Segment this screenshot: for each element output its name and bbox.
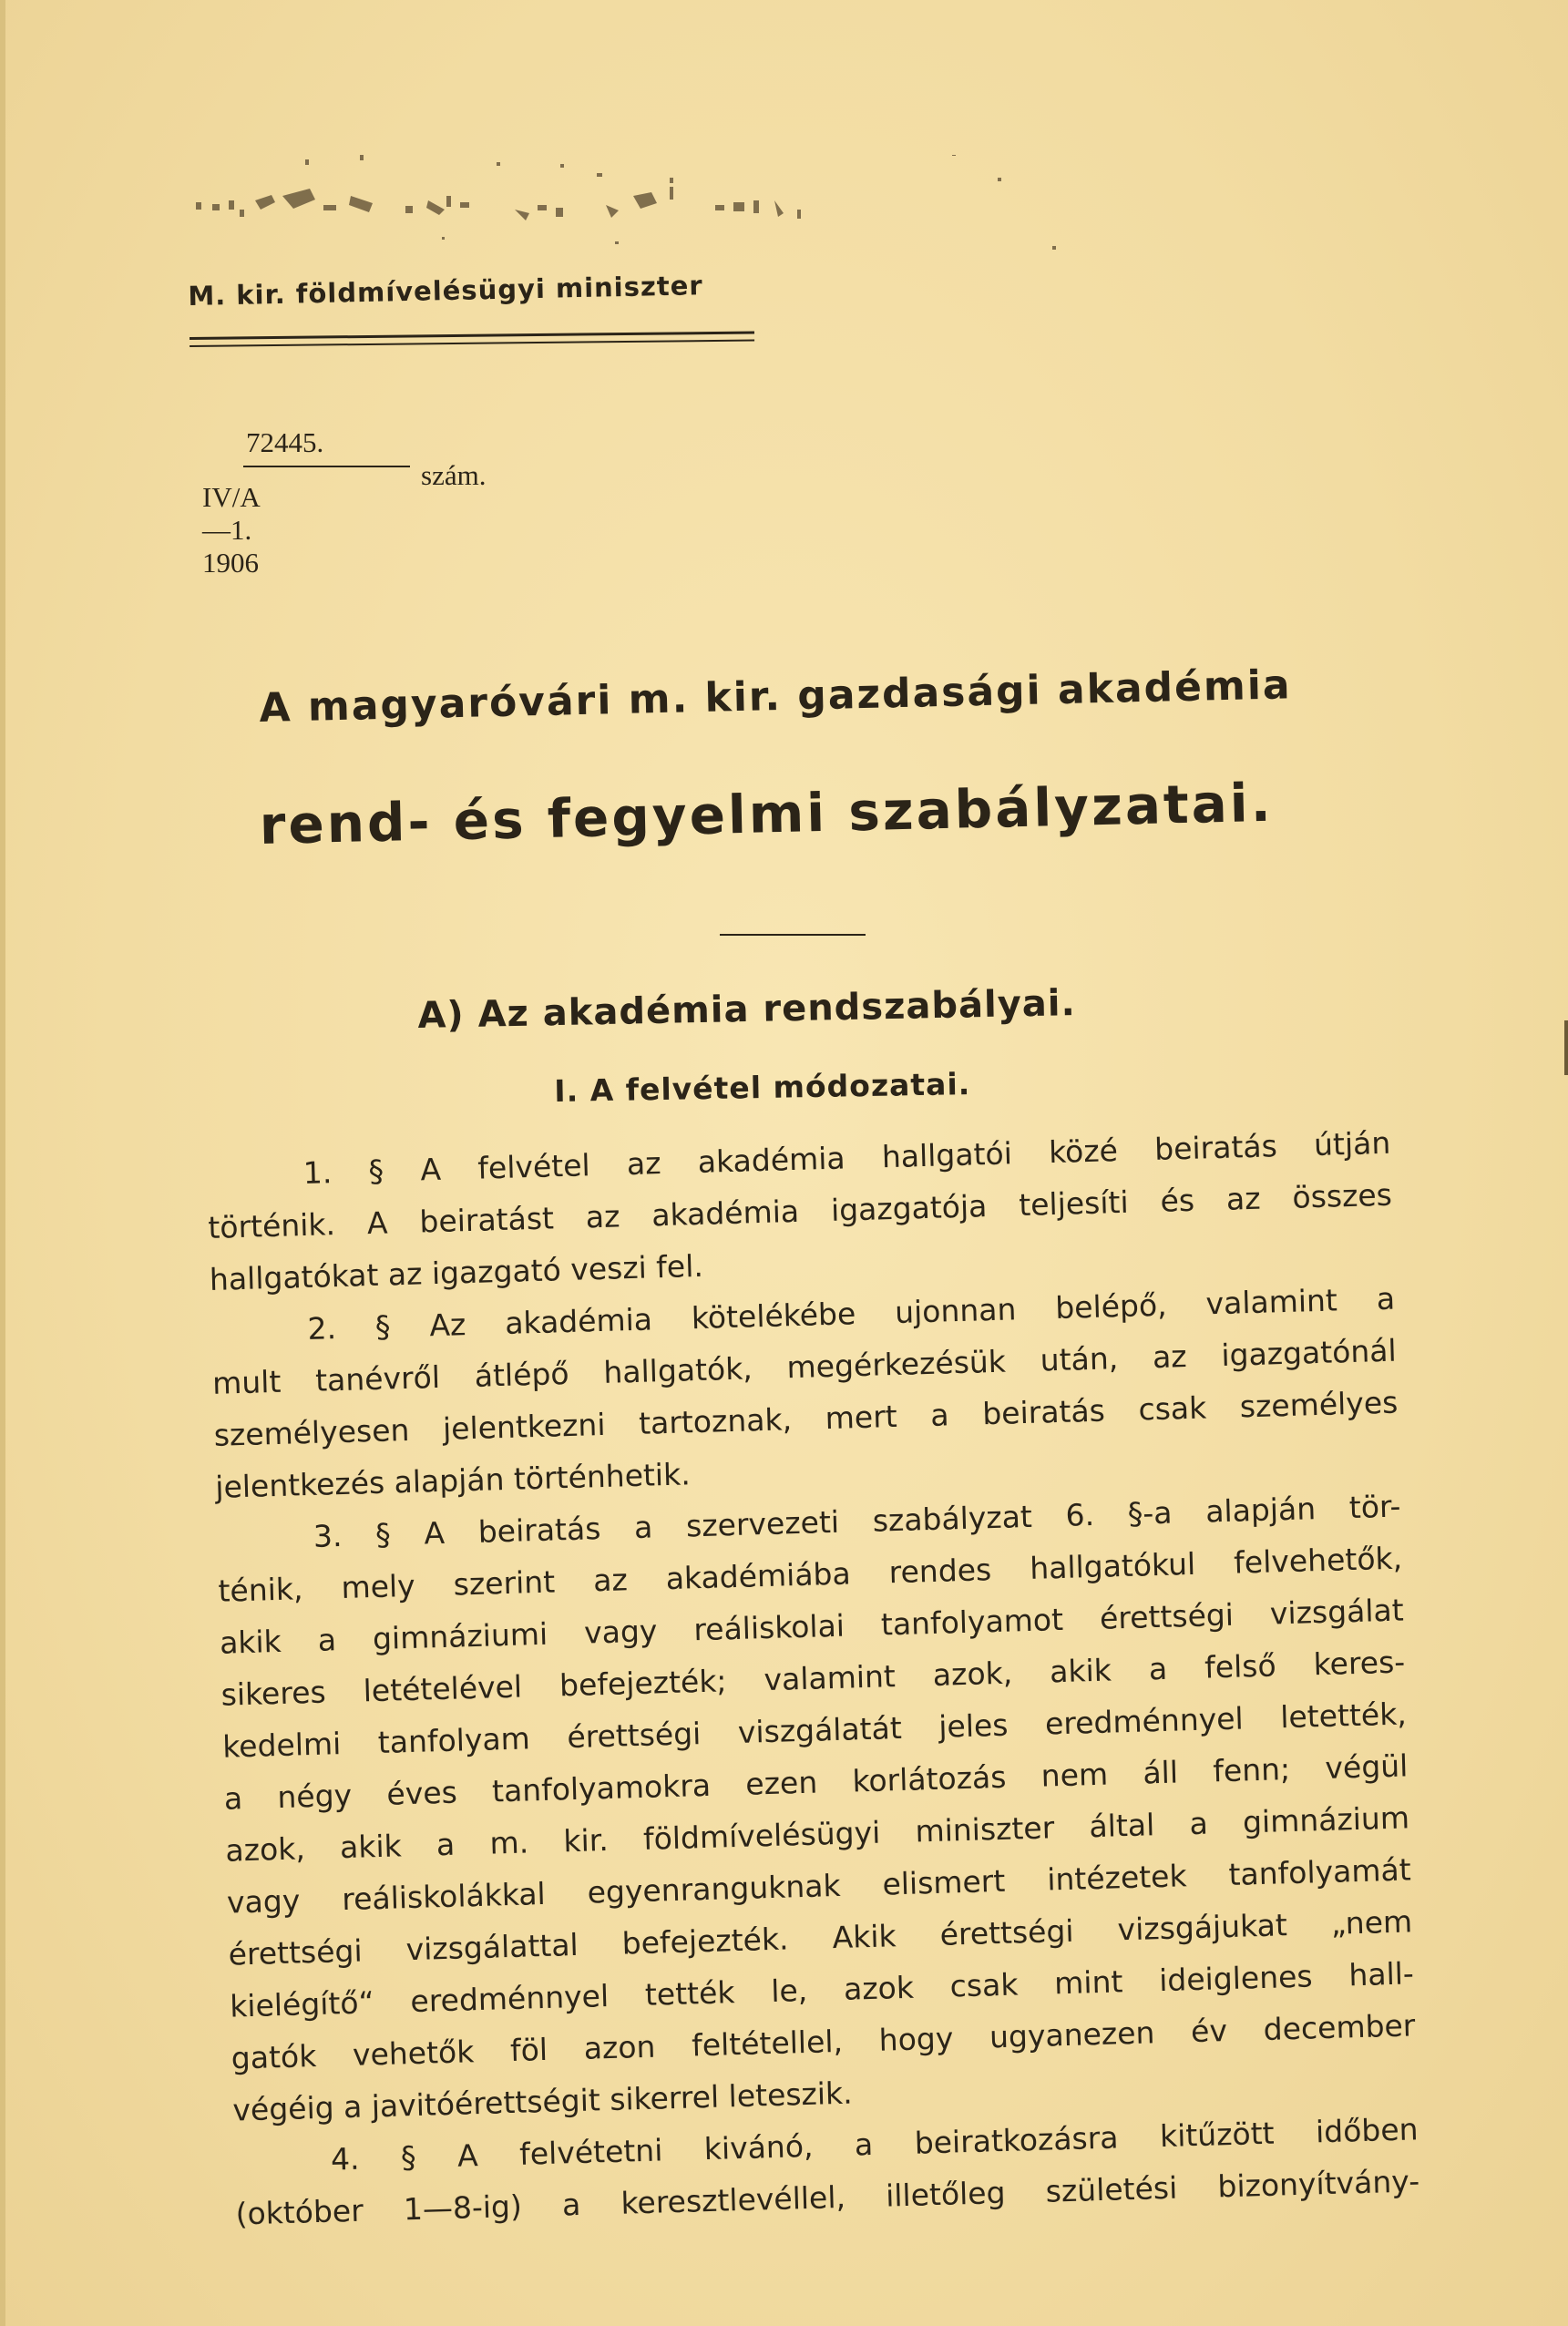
- body-line: történik. A beiratást az akadémia igazgatója teljesíti és az összes: [207, 1176, 1393, 1245]
- body-line: végéig a javitóérettségit sikerrel leteszik.: [231, 2075, 854, 2128]
- body-line: jelentkezés alapján történhetik.: [214, 1456, 692, 1505]
- body-line: azok, akik a m. kir. földmívelésügyi miniszter által a gimnázium: [224, 1799, 1410, 1869]
- body-line: a négy éves tanfolyamokra ezen korlátozás nem áll fenn; végül: [223, 1747, 1409, 1817]
- body-line: sikeres letételével befejezték; valamint azok, akik a felső keres-: [220, 1644, 1406, 1713]
- document-title-line1: A magyaróvári m. kir. gazdasági akadémia: [259, 661, 1293, 732]
- body-line: érettségi vizsgálattal befejezték. Akik érettségi vizsgájukat „nem: [228, 1903, 1413, 1972]
- reference-division: IV/A—1. 1906: [202, 481, 261, 579]
- body-line: hallgatókat az igazgató veszi fel.: [209, 1247, 704, 1297]
- ministry-header: M. kir. földmívelésügyi miniszter: [188, 270, 703, 312]
- body-line: 1. § A felvétel az akadémia hallgatói közé beiratás útján: [302, 1124, 1391, 1192]
- body-line: (október 1—8-ig) a keresztlevéllel, illetőleg születési bizonyítvány-: [235, 2163, 1420, 2232]
- page-edge-mark: [1564, 1020, 1568, 1075]
- section-subheading: I. A felvétel módozatai.: [554, 1066, 971, 1109]
- section-heading: A) Az akadémia rendszabályai.: [417, 982, 1077, 1037]
- body-paragraphs: [206, 1117, 1420, 2240]
- body-line: kielégítő“ eredménnyel tették le, azok csak mint ideiglenes hall-: [229, 1955, 1415, 2024]
- body-line: 4. § A felvétetni kivánó, a beiratkozásra kitűzött időben: [330, 2111, 1419, 2177]
- body-line: akik a gimnáziumi vagy reáliskolai tanfolyamot érettségi vizsgálat: [219, 1592, 1405, 1661]
- body-line: 3. § A beiratás a szervezeti szabályzat 6. §-a alapján tör-: [313, 1488, 1401, 1554]
- header-double-rule: [190, 332, 754, 347]
- page-edge: [0, 0, 5, 2326]
- document-title-line2: rend- és fegyelmi szabályzatai.: [259, 771, 1275, 856]
- reference-szam-label: szám.: [421, 459, 487, 491]
- fraction-line: [243, 466, 410, 467]
- body-line: gatók vehetők föl azon feltétellel, hogy ugyanezen év december: [231, 2007, 1416, 2076]
- body-line: személyesen jelentkezni tartoznak, mert a beiratás csak személyes: [213, 1384, 1399, 1453]
- body-line: vagy reáliskolákkal egyenranguknak elismert intézetek tanfolyamát: [226, 1851, 1412, 1921]
- reference-number: 72445.: [246, 426, 324, 458]
- body-line: kedelmi tanfolyam érettségi viszgálatát jeles eredménnyel letették,: [221, 1696, 1408, 1765]
- body-line: mult tanévről átlépő hallgatók, megérkezésük után, az igazgatónál: [211, 1332, 1398, 1401]
- body-line: ténik, mely szerint az akadémiába rendes hallgatókul felvehetők,: [217, 1540, 1403, 1609]
- body-line: 2. § Az akadémia kötelékébe ujonnan belépő, valamint a: [306, 1280, 1396, 1347]
- title-separator-rule: [720, 934, 866, 936]
- faded-stamp-marks: [196, 155, 1071, 264]
